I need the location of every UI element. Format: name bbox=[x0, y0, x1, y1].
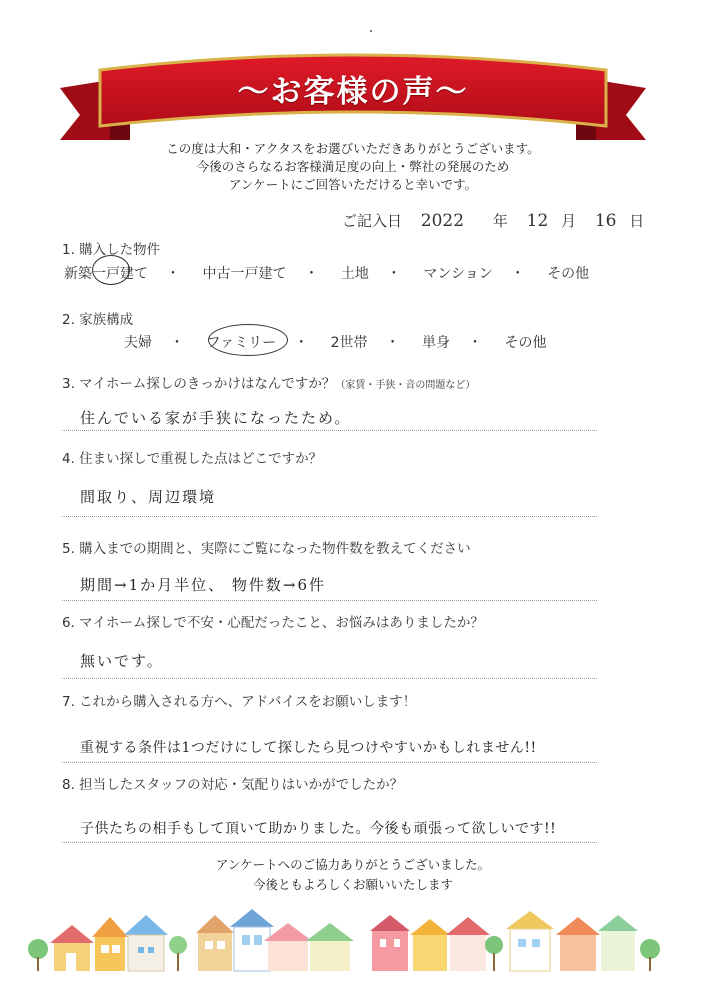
date-label: ご記入日 bbox=[342, 212, 403, 230]
house-icon bbox=[370, 915, 410, 971]
question-5-label: 5. 購入までの期間と、実際にご覧になった物件数を教えてください bbox=[62, 541, 471, 557]
page-title: 〜お客様の声〜 bbox=[237, 74, 469, 110]
question-4-label: 4. 住まい探しで重視した点はどこですか？ bbox=[62, 451, 323, 467]
house-icon bbox=[598, 915, 638, 971]
answer-7: 重視する条件は1つだけにして探したら見つけやすいかもしれません!! bbox=[80, 740, 537, 756]
answer-3: 住んでいる家が手狭になったため。 bbox=[80, 409, 352, 427]
answer-line bbox=[62, 600, 597, 601]
answer-line bbox=[62, 762, 597, 763]
answer-line bbox=[62, 430, 597, 431]
question-3-label bbox=[62, 372, 475, 392]
date-month: 12 bbox=[526, 211, 549, 231]
date-day-unit: 日 bbox=[629, 212, 645, 230]
house-icon bbox=[446, 917, 490, 971]
answer-line bbox=[62, 678, 597, 679]
answer-8: 子供たちの相手もして頂いて助かりました。今後も頑張って欲しいです!! bbox=[80, 821, 557, 837]
date-month-unit: 月 bbox=[561, 212, 577, 230]
option[interactable]: 2世帯 bbox=[330, 335, 368, 351]
house-icon bbox=[556, 917, 600, 971]
date-day: 16 bbox=[594, 211, 617, 231]
house-icon bbox=[196, 915, 234, 971]
house-icon bbox=[50, 925, 94, 971]
question-2-options: 夫婦 ・ ファミリー ・ 2世帯 ・ 単身 ・ その他 bbox=[124, 332, 546, 352]
selection-circle bbox=[208, 324, 288, 356]
intro-line: 今後のさらなるお客様満足度の向上・弊社の発展のため bbox=[196, 159, 510, 174]
answer-6: 無いです。 bbox=[80, 652, 164, 670]
houses-illustration bbox=[0, 905, 706, 975]
date-year: 2022 bbox=[420, 211, 465, 231]
question-1-label: 1. 購入した物件 bbox=[62, 242, 161, 258]
answer-line bbox=[62, 516, 597, 517]
question-2-label: 2. 家族構成 bbox=[62, 312, 134, 328]
closing-text bbox=[0, 855, 706, 895]
option[interactable]: マンション bbox=[423, 266, 493, 282]
option[interactable]: 土地 bbox=[340, 266, 369, 282]
closing-line: 今後ともよろしくお願いいたします bbox=[252, 877, 453, 892]
house-icon bbox=[306, 923, 354, 971]
question-8-label: 8. 担当したスタッフの対応・気配りはいかがでしたか？ bbox=[62, 777, 404, 793]
option[interactable]: 新築一戸建て bbox=[64, 266, 148, 282]
option[interactable]: その他 bbox=[547, 266, 590, 282]
question-1-options: 新築一戸建て ・ 中古一戸建て ・ 土地 ・ マンション ・ その他 bbox=[64, 263, 589, 283]
question-text: 3. マイホーム探しのきっかけはなんですか？ bbox=[62, 376, 336, 392]
house-icon bbox=[124, 915, 168, 971]
tree-icon bbox=[169, 936, 187, 971]
option[interactable]: その他 bbox=[504, 335, 547, 351]
answer-4: 間取り、周辺環境 bbox=[80, 488, 217, 506]
intro-line: アンケートにご回答いただけると幸いです。 bbox=[228, 177, 478, 192]
date-year-unit: 年 bbox=[492, 212, 508, 230]
answer-line bbox=[62, 842, 597, 843]
tree-icon bbox=[640, 939, 660, 971]
house-icon bbox=[410, 919, 450, 971]
intro-text bbox=[0, 140, 706, 194]
intro-line: この度は大和・アクタスをお選びいただきありがとうございます。 bbox=[166, 141, 540, 156]
question-note: （家賃・手狭・音の問題など） bbox=[335, 380, 476, 391]
option[interactable]: 夫婦 bbox=[124, 335, 152, 351]
option[interactable]: 中古一戸建て bbox=[202, 266, 287, 282]
option[interactable]: 単身 bbox=[422, 335, 451, 351]
tree-icon bbox=[28, 939, 48, 971]
selection-circle bbox=[92, 255, 130, 285]
tree-icon bbox=[485, 936, 503, 971]
answer-5: 期間→1か月半位、 物件数→6件 bbox=[80, 576, 326, 594]
entry-date bbox=[342, 210, 644, 231]
house-icon bbox=[264, 923, 312, 971]
closing-line: アンケートへのご協力ありがとうございました。 bbox=[215, 857, 491, 872]
question-7-label: 7. これから購入される方へ、アドバイスをお願いします！ bbox=[62, 694, 417, 710]
house-icon bbox=[506, 911, 554, 971]
house-icon bbox=[92, 917, 128, 971]
option[interactable]: ファミリー bbox=[206, 335, 277, 351]
question-6-label: 6. マイホーム探しで不安・心配だったこと、お悩みはありましたか？ bbox=[62, 615, 484, 631]
